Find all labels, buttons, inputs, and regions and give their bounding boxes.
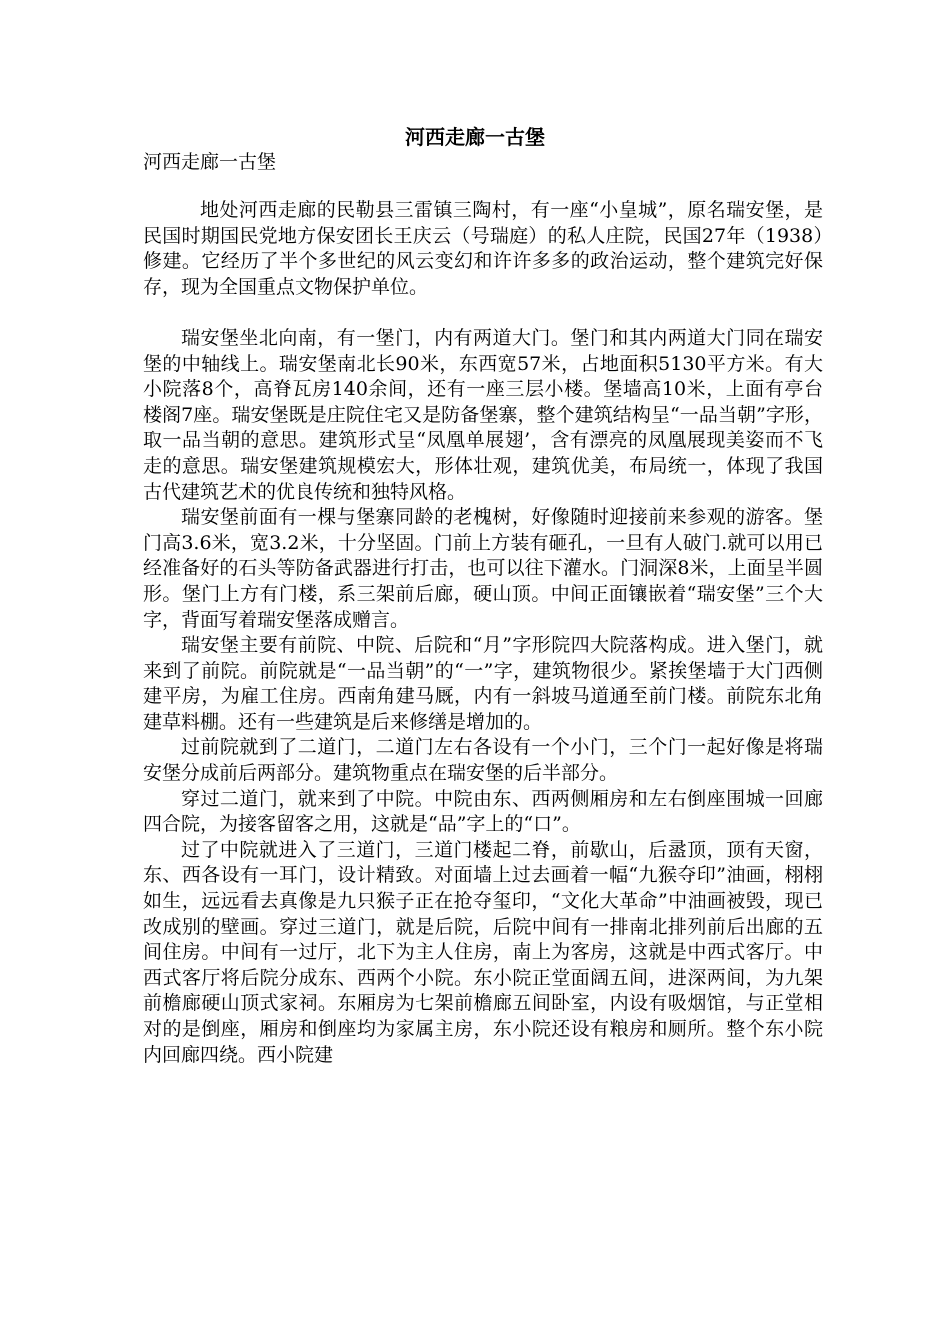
document-body (143, 198, 823, 1068)
paragraph-middle-court: 穿过二道门，就来到了中院。中院由东、西两侧厢房和左右倒座围城一回廊四合院，为接客留客之用，这就是“品”字上的“口”。 (143, 787, 823, 836)
paragraph-intro: 地处河西走廊的民勒县三雷镇三陶村，有一座“小皇城”，原名瑞安堡，是民国时期国民党地方保安团长王庆云（号瑞庭）的私人庄院，民国27年（1938）修建。它经历了半个多世纪的风云变幻和许许多多的政治运动，整个建筑完好保存，现为全国重点文物保护单位。 (143, 199, 823, 298)
paragraph-front-court: 瑞安堡主要有前院、中院、后院和“月”字形院四大院落构成。进入堡门，就来到了前院。前院就是“一品当朝”的“一”字，建筑物很少。紧挨堡墙于大门西侧建平房，为雇工住房。西南角建马厩，内有一斜坡马道通至前门楼。前院东北角建草料棚。还有一些建筑是后来修缮是增加的。 (143, 634, 823, 733)
document-subtitle: 河西走廊一古堡 (143, 151, 277, 173)
paragraph-second-gate: 过前院就到了二道门，二道门左右各设有一个小门，三个门一起好像是将瑞安堡分成前后两部分。建筑物重点在瑞安堡的后半部分。 (143, 736, 823, 785)
paragraph-gate: 瑞安堡前面有一棵与堡寨同龄的老槐树，好像随时迎接前来参观的游客。堡门高3.6米，宽3.2米，十分坚固。门前上方装有砸孔，一旦有人破门.就可以用已经准备好的石头等防备武器进行打击，也可以往下灌水。门洞深8米，上面呈半圆形。堡门上方有门楼，系三架前后廊，硬山顶。中间正面镶嵌着“瑞安堡”三个大字，背面写着瑞安堡落成赠言。 (143, 506, 823, 631)
paragraph-gap (143, 300, 823, 326)
paragraph-layout: 瑞安堡坐北向南，有一堡门，内有两道大门。堡门和其内两道大门同在瑞安堡的中轴线上。瑞安堡南北长90米，东西宽57米，占地面积5130平方米。有大小院落8个，高脊瓦房140余间，还有一座三层小楼。堡墙高10米，上面有亭台楼阁7座。瑞安堡既是庄院住宅又是防备堡寨，整个建筑结构呈“一品当朝”字形，取一品当朝的意思。建筑形式呈“凤凰单展翅’，含有漂亮的凤凰展现美姿而不飞走的意思。瑞安堡建筑规模宏大，形体壮观，建筑优美，布局统一，体现了我国古代建筑艺术的优良传统和独特风格。 (143, 326, 823, 503)
paragraph-rear-court: 过了中院就进入了三道门，三道门楼起二脊，前歇山，后盝顶，顶有天窗，东、西各设有一耳门，设计精致。对面墙上过去画着一幅“九猴夺印”油画，栩栩如生，远远看去真像是九只猴子正在抢夺玺印，“文化大革命”中油画被毁，现已改成别的壁画。穿过三道门，就是后院，后院中间有一排南北排列前后出廊的五间住房。中间有一过厅，北下为主人住房，南上为客房，这就是中西式客厅。中西式客厅将后院分成东、西两个小院。东小院正堂面阔五间，进深两间，为九架前檐廊硬山顶式家祠。东厢房为七架前檐廊五间卧室，内设有吸烟馆，与正堂相对的是倒座，厢房和倒座均为家属主房，东小院还设有粮房和厕所。整个东小院内回廊四绕。西小院建 (143, 838, 823, 1066)
document-title: 河西走廊一古堡 (405, 125, 545, 149)
